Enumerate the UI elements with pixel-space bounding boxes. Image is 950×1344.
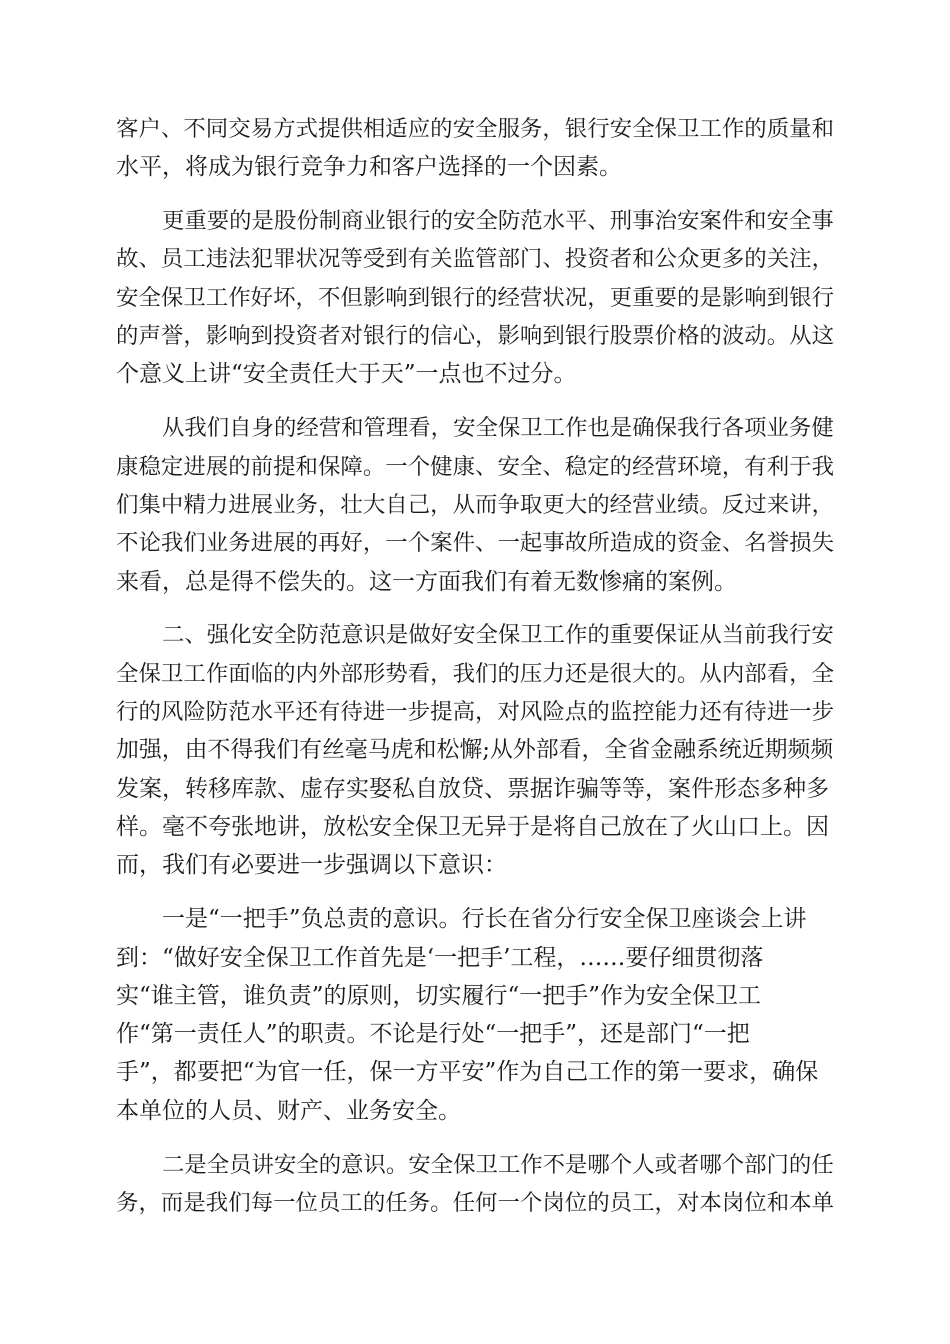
text-line: 二是全员讲安全的意识。安全保卫工作不是哪个人或者哪个部门的任 xyxy=(162,1152,834,1178)
text-line: 本单位的人员、财产、业务安全。 xyxy=(116,1098,461,1124)
text-line: 水平，将成为银行竞争力和客户选择的一个因素。 xyxy=(116,154,622,180)
text-line: 行的风险防范水平还有待进一步提高，对风险点的监控能力还有待进一步 xyxy=(116,699,835,725)
text-line: 客户、不同交易方式提供相适应的安全服务，银行安全保卫工作的质量和 xyxy=(116,116,835,142)
text-line: 来看，总是得不偿失的。这一方面我们有着无数惨痛的案例。 xyxy=(116,569,737,595)
text-line: 一是“一把手”负总责的意识。行长在省分行安全保卫座谈会上讲 xyxy=(162,906,807,932)
text-line: 们集中精力进展业务，壮大自己，从而争取更大的经营业绩。反过来讲， xyxy=(116,492,835,518)
text-line: 故、员工违法犯罪状况等受到有关监管部门、投资者和公众更多的关注， xyxy=(116,246,835,272)
text-line: 的声誉，影响到投资者对银行的信心，影响到银行股票价格的波动。从这 xyxy=(116,323,835,349)
text-line: 康稳定进展的前提和保障。一个健康、安全、稳定的经营环境，有利于我 xyxy=(116,454,835,480)
text-line: 发案，转移库款、虚存实娶私自放贷、票据诈骗等等，案件形态多种多 xyxy=(116,776,829,802)
text-line: 个意义上讲“安全责任大于天”一点也不过分。 xyxy=(116,361,577,387)
text-line: 实“谁主管，谁负责”的原则，切实履行“一把手”作为安全保卫工 xyxy=(116,983,762,1009)
text-line: 加强，由不得我们有丝毫马虎和松懈;从外部看，全省金融系统近期频频 xyxy=(116,737,834,763)
text-line: 安全保卫工作好坏，不但影响到银行的经营状况，更重要的是影响到银行 xyxy=(116,285,835,311)
text-line: 作“第一责任人”的职责。不论是行处“一把手”，还是部门“一把 xyxy=(116,1021,750,1047)
text-line: 全保卫工作面临的内外部形势看，我们的压力还是很大的。从内部看，全 xyxy=(116,661,835,687)
text-line: 手”，都要把“为官一任，保一方平安”作为自己工作的第一要求，确保 xyxy=(116,1059,819,1085)
text-line: 更重要的是股份制商业银行的安全防范水平、刑事治安案件和安全事 xyxy=(162,208,834,234)
text-line: 务，而是我们每一位员工的任务。任何一个岗位的员工，对本岗位和本单 xyxy=(116,1190,835,1216)
text-line: 到：“做好安全保卫工作首先是‘一把手’工程，……要仔细贯彻落 xyxy=(116,945,764,971)
text-line: 从我们自身的经营和管理看，安全保卫工作也是确保我行各项业务健 xyxy=(162,415,834,441)
text-line: 而，我们有必要进一步强调以下意识： xyxy=(116,852,507,878)
text-line: 样。毫不夸张地讲，放松安全保卫无异于是将自己放在了火山口上。因 xyxy=(116,814,829,840)
text-line: 不论我们业务进展的再好，一个案件、一起事故所造成的资金、名誉损失 xyxy=(116,530,835,556)
text-line: 二、强化安全防范意识是做好安全保卫工作的重要保证从当前我行安 xyxy=(162,622,834,648)
